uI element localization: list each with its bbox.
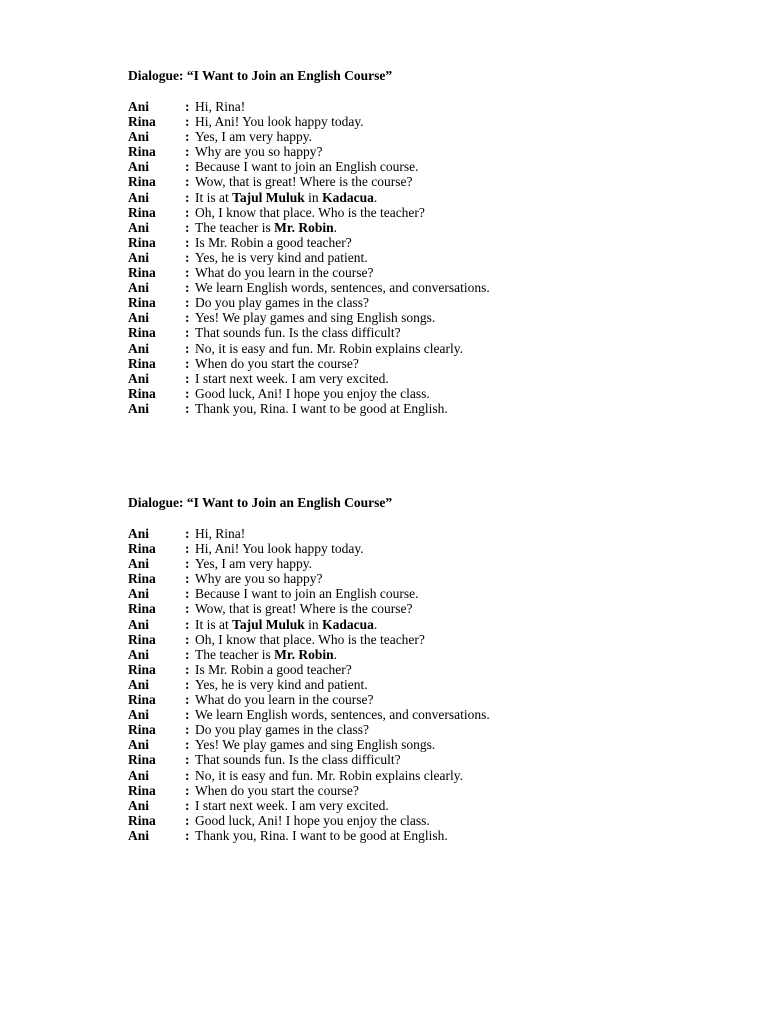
speaker-name: Ani	[128, 129, 150, 145]
colon-separator: :	[185, 631, 190, 647]
line-text	[195, 310, 435, 325]
dialogue-line	[128, 235, 688, 250]
speaker-name: Ani	[128, 616, 150, 632]
speaker-name: Rina	[128, 174, 156, 190]
dialogue-title: Dialogue: “I Want to Join an English Course”	[128, 68, 393, 83]
colon-separator: :	[185, 234, 190, 250]
dialogue-line	[128, 190, 688, 205]
line-text	[195, 114, 364, 129]
dialogue-line	[128, 692, 688, 707]
colon-separator: :	[185, 782, 190, 798]
speaker-name: Ani	[128, 99, 150, 114]
dialogue-line	[128, 174, 688, 189]
line-text	[195, 692, 373, 707]
text-segment: Hi, Rina!	[195, 526, 246, 541]
dialogue-line	[128, 310, 688, 325]
speaker-name: Rina	[128, 541, 156, 557]
text-segment: When do you start the course?	[195, 355, 359, 371]
dialogue-line	[128, 662, 688, 677]
speaker-name: Rina	[128, 144, 156, 160]
text-segment: Yes, he is very kind and patient.	[195, 249, 368, 265]
colon-separator: :	[185, 204, 190, 220]
speaker-name: Rina	[128, 661, 156, 677]
colon-separator: :	[185, 556, 190, 572]
line-text	[195, 341, 463, 356]
line-text	[195, 737, 435, 752]
text-segment: The teacher is	[195, 646, 275, 662]
text-segment: .	[373, 189, 378, 205]
speaker-name: Rina	[128, 204, 156, 220]
colon-separator: :	[185, 280, 190, 296]
dialogue-line	[128, 371, 688, 386]
speaker-name: Rina	[128, 812, 156, 828]
line-text	[195, 174, 412, 189]
text-segment: Do you play games in the class?	[195, 295, 369, 311]
dialogue-block-1	[128, 68, 688, 416]
line-text	[195, 190, 377, 205]
speaker-name: Ani	[128, 797, 150, 813]
colon-separator: :	[185, 295, 190, 311]
dialogue-line	[128, 205, 688, 220]
text-segment: Is Mr. Robin a good teacher?	[195, 234, 352, 250]
line-text	[195, 647, 337, 662]
text-segment: We learn English words, sentences, and conversations.	[195, 707, 490, 723]
colon-separator: :	[185, 661, 190, 677]
speaker-name: Rina	[128, 114, 156, 130]
dialogue-line	[128, 265, 688, 280]
colon-separator: :	[185, 370, 190, 386]
dialogue-line	[128, 632, 688, 647]
text-segment: When do you start the course?	[195, 782, 359, 798]
speaker-name: Ani	[128, 676, 150, 692]
text-segment: Hi, Ani! You look happy today.	[195, 114, 364, 130]
speaker-name: Ani	[128, 310, 150, 326]
text-segment: Because I want to join an English course.	[195, 586, 419, 602]
line-text	[195, 707, 490, 722]
line-text	[195, 265, 373, 280]
line-text	[195, 541, 364, 556]
line-text	[195, 250, 368, 265]
line-text	[195, 662, 352, 677]
line-text	[195, 526, 245, 541]
dialogue-line	[128, 541, 688, 556]
colon-separator: :	[185, 797, 190, 813]
dialogue-line	[128, 401, 688, 416]
dialogue-line	[128, 526, 688, 541]
speaker-name: Ani	[128, 400, 150, 416]
colon-separator: :	[185, 571, 190, 587]
dialogue-line	[128, 813, 688, 828]
colon-separator: :	[185, 144, 190, 160]
text-segment: Hi, Ani! You look happy today.	[195, 541, 364, 557]
colon-separator: :	[185, 601, 190, 617]
speaker-name: Ani	[128, 827, 150, 843]
dialogue-line	[128, 325, 688, 340]
text-segment: Wow, that is great! Where is the course?	[195, 174, 413, 190]
colon-separator: :	[185, 692, 190, 708]
colon-separator: :	[185, 99, 190, 114]
text-segment: I start next week. I am very excited.	[195, 797, 389, 813]
line-text	[195, 783, 359, 798]
text-segment: It is at	[195, 616, 233, 632]
text-segment: in	[304, 189, 323, 205]
text-segment: Hi, Rina!	[195, 99, 246, 114]
text-segment: Good luck, Ani! I hope you enjoy the class.	[195, 812, 430, 828]
line-text	[195, 601, 412, 616]
colon-separator: :	[185, 827, 190, 843]
line-text	[195, 677, 368, 692]
speaker-name: Ani	[128, 737, 150, 753]
text-segment: Yes, I am very happy.	[195, 556, 312, 572]
line-text	[195, 632, 425, 647]
line-text	[195, 371, 389, 386]
text-segment: Thank you, Rina. I want to be good at English.	[195, 400, 448, 416]
colon-separator: :	[185, 767, 190, 783]
speaker-name: Ani	[128, 767, 150, 783]
speaker-name: Ani	[128, 340, 150, 356]
text-segment: .	[333, 646, 337, 662]
text-segment: Is Mr. Robin a good teacher?	[195, 661, 352, 677]
text-segment: Oh, I know that place. Who is the teacher?	[195, 631, 425, 647]
text-segment: We learn English words, sentences, and conversations.	[195, 280, 490, 296]
text-segment: Wow, that is great! Where is the course?	[195, 601, 413, 617]
speaker-name: Rina	[128, 325, 156, 341]
text-segment: Because I want to join an English course.	[195, 159, 419, 175]
text-segment: No, it is easy and fun. Mr. Robin explains clearly.	[195, 340, 463, 356]
speaker-name: Rina	[128, 265, 156, 281]
line-text	[195, 280, 490, 295]
colon-separator: :	[185, 159, 190, 175]
dialogue-line	[128, 99, 688, 114]
colon-separator: :	[185, 385, 190, 401]
colon-separator: :	[185, 707, 190, 723]
bold-text: Tajul Muluk	[232, 616, 305, 632]
speaker-name: Ani	[128, 159, 150, 175]
speaker-name: Rina	[128, 234, 156, 250]
dialogue-line	[128, 752, 688, 767]
line-text	[195, 99, 245, 114]
speaker-name: Ani	[128, 707, 150, 723]
dialogue-line	[128, 114, 688, 129]
line-text	[195, 220, 337, 235]
text-segment: .	[373, 616, 378, 632]
dialogue-block-2	[128, 495, 688, 843]
text-segment: Yes! We play games and sing English songs.	[195, 737, 436, 753]
text-segment: That sounds fun. Is the class difficult?	[195, 325, 401, 341]
colon-separator: :	[185, 114, 190, 130]
colon-separator: :	[185, 752, 190, 768]
dialogue-lines	[128, 99, 688, 416]
colon-separator: :	[185, 722, 190, 738]
colon-separator: :	[185, 616, 190, 632]
dialogue-line	[128, 220, 688, 235]
speaker-name: Ani	[128, 249, 150, 265]
bold-text: Tajul Muluk	[232, 189, 305, 205]
bold-text: Kadacua	[322, 616, 374, 632]
dialogue-line	[128, 768, 688, 783]
line-text	[195, 159, 418, 174]
text-segment: Oh, I know that place. Who is the teacher?	[195, 204, 425, 220]
colon-separator: :	[185, 189, 190, 205]
speaker-name: Rina	[128, 752, 156, 768]
line-text	[195, 798, 389, 813]
line-text	[195, 586, 418, 601]
dialogue-line	[128, 783, 688, 798]
text-segment: Good luck, Ani! I hope you enjoy the class.	[195, 385, 430, 401]
line-text	[195, 722, 369, 737]
dialogue-line	[128, 647, 688, 662]
line-text	[195, 828, 448, 843]
colon-separator: :	[185, 812, 190, 828]
text-segment: Do you play games in the class?	[195, 722, 369, 738]
colon-separator: :	[185, 340, 190, 356]
dialogue-line	[128, 828, 688, 843]
speaker-name: Ani	[128, 646, 150, 662]
speaker-name: Ani	[128, 556, 150, 572]
speaker-name: Rina	[128, 722, 156, 738]
speaker-name: Rina	[128, 355, 156, 371]
text-segment: It is at	[195, 189, 233, 205]
speaker-name: Rina	[128, 692, 156, 708]
dialogue-line	[128, 722, 688, 737]
dialogue-line	[128, 341, 688, 356]
line-text	[195, 813, 430, 828]
dialogue-line	[128, 280, 688, 295]
text-segment: .	[333, 219, 337, 235]
colon-separator: :	[185, 249, 190, 265]
text-segment: No, it is easy and fun. Mr. Robin explains clearly.	[195, 767, 463, 783]
colon-separator: :	[185, 586, 190, 602]
dialogue-lines	[128, 526, 688, 843]
colon-separator: :	[185, 129, 190, 145]
line-text	[195, 386, 430, 401]
dialogue-line	[128, 707, 688, 722]
dialogue-line	[128, 144, 688, 159]
bold-text: Kadacua	[322, 189, 374, 205]
colon-separator: :	[185, 526, 190, 541]
dialogue-line	[128, 798, 688, 813]
line-text	[195, 235, 352, 250]
dialogue-line	[128, 601, 688, 616]
text-segment: What do you learn in the course?	[195, 692, 374, 708]
bold-text: Mr. Robin	[274, 219, 334, 235]
line-text	[195, 556, 312, 571]
line-text	[195, 325, 401, 340]
dialogue-line	[128, 737, 688, 752]
dialogue-line	[128, 586, 688, 601]
line-text	[195, 144, 322, 159]
colon-separator: :	[185, 676, 190, 692]
line-text	[195, 617, 377, 632]
colon-separator: :	[185, 325, 190, 341]
colon-separator: :	[185, 737, 190, 753]
dialogue-line	[128, 556, 688, 571]
text-segment: Why are you so happy?	[195, 571, 323, 587]
colon-separator: :	[185, 646, 190, 662]
line-text	[195, 571, 322, 586]
speaker-name: Rina	[128, 571, 156, 587]
colon-separator: :	[185, 219, 190, 235]
dialogue-line	[128, 677, 688, 692]
line-text	[195, 205, 425, 220]
colon-separator: :	[185, 400, 190, 416]
colon-separator: :	[185, 355, 190, 371]
dialogue-line	[128, 617, 688, 632]
text-segment: Yes, he is very kind and patient.	[195, 676, 368, 692]
text-segment: in	[304, 616, 323, 632]
speaker-name: Rina	[128, 782, 156, 798]
speaker-name: Ani	[128, 219, 150, 235]
line-text	[195, 768, 463, 783]
speaker-name: Rina	[128, 601, 156, 617]
speaker-name: Ani	[128, 370, 150, 386]
dialogue-title: Dialogue: “I Want to Join an English Course”	[128, 495, 393, 510]
speaker-name: Rina	[128, 385, 156, 401]
bold-text: Mr. Robin	[274, 646, 334, 662]
dialogue-line	[128, 295, 688, 310]
dialogue-line	[128, 250, 688, 265]
colon-separator: :	[185, 265, 190, 281]
dialogue-line	[128, 356, 688, 371]
text-segment: Yes! We play games and sing English songs.	[195, 310, 436, 326]
colon-separator: :	[185, 310, 190, 326]
speaker-name: Rina	[128, 295, 156, 311]
line-text	[195, 401, 448, 416]
text-segment: Thank you, Rina. I want to be good at English.	[195, 827, 448, 843]
text-segment: What do you learn in the course?	[195, 265, 374, 281]
speaker-name: Ani	[128, 526, 150, 541]
line-text	[195, 356, 359, 371]
colon-separator: :	[185, 174, 190, 190]
text-segment: Why are you so happy?	[195, 144, 323, 160]
dialogue-line	[128, 129, 688, 144]
text-segment: That sounds fun. Is the class difficult?	[195, 752, 401, 768]
line-text	[195, 752, 401, 767]
text-segment: Yes, I am very happy.	[195, 129, 312, 145]
speaker-name: Ani	[128, 280, 150, 296]
dialogue-line	[128, 159, 688, 174]
speaker-name: Ani	[128, 586, 150, 602]
speaker-name: Rina	[128, 631, 156, 647]
dialogue-line	[128, 386, 688, 401]
text-segment: I start next week. I am very excited.	[195, 370, 389, 386]
dialogue-line	[128, 571, 688, 586]
text-segment: The teacher is	[195, 219, 275, 235]
line-text	[195, 129, 312, 144]
speaker-name: Ani	[128, 189, 150, 205]
colon-separator: :	[185, 541, 190, 557]
line-text	[195, 295, 369, 310]
